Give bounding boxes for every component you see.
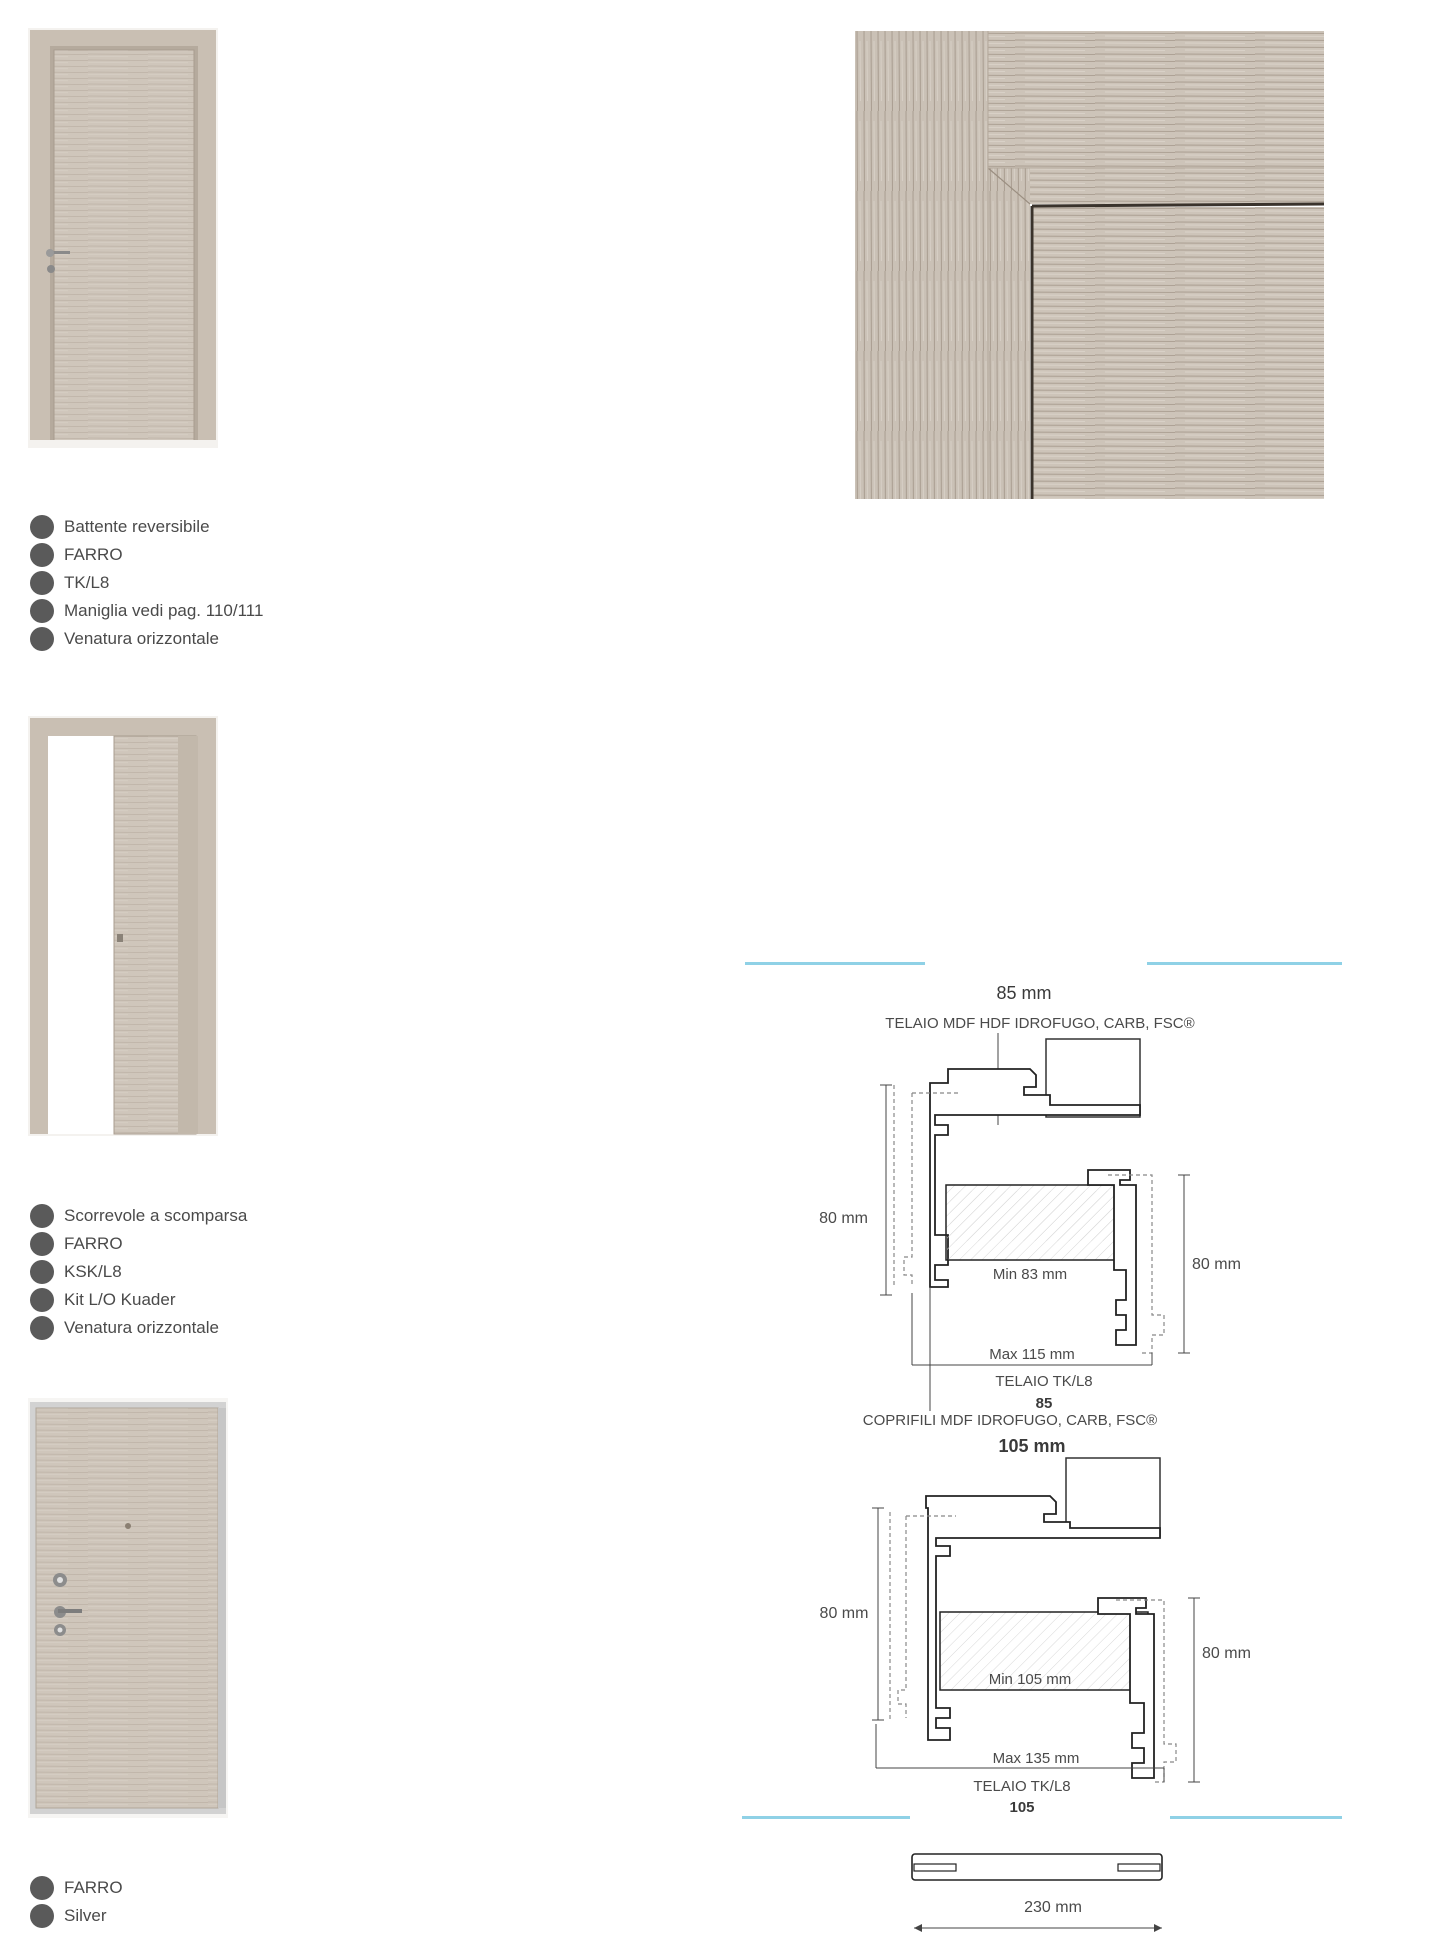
spec-item: Battente reversibile	[30, 513, 263, 541]
sliding-door-photo	[28, 716, 218, 1136]
spec-item: TK/L8	[30, 569, 263, 597]
spec-item: Venatura orizzontale	[30, 1314, 247, 1342]
spec-item: FARRO	[30, 541, 263, 569]
hinged-door-photo	[28, 28, 218, 448]
frame-105-min-label: Min 105 mm	[988, 1671, 1072, 1688]
frame-85-max-label: Max 115 mm	[989, 1346, 1075, 1363]
bullet-icon	[30, 1232, 54, 1256]
bullet-icon	[30, 571, 54, 595]
bullet-icon	[30, 515, 54, 539]
spec-item: FARRO	[30, 1874, 123, 1902]
frame-85-right-dimension: 80 mm	[1192, 1256, 1241, 1273]
spec-item: KSK/L8	[30, 1258, 247, 1286]
bullet-icon	[30, 627, 54, 651]
divider-rule	[1147, 962, 1342, 965]
spec-item: Scorrevole a scomparsa	[30, 1202, 247, 1230]
hinged-door-specs	[30, 513, 263, 653]
bullet-icon	[30, 1204, 54, 1228]
spec-item: Kit L/O Kuader	[30, 1286, 247, 1314]
frame-105-width-title: 105 mm	[998, 1436, 1066, 1456]
spec-item: Silver	[30, 1902, 123, 1930]
frame-85-drawing	[780, 975, 1300, 1425]
spec-item: FARRO	[30, 1230, 247, 1258]
divider-rule	[745, 962, 925, 965]
frame-105-right-dimension: 80 mm	[1202, 1645, 1251, 1662]
frame-105-drawing	[760, 1428, 1300, 1828]
frame-85-width-title: 85 mm	[996, 983, 1052, 1003]
frame-85-material-label: TELAIO MDF HDF IDROFUGO, CARB, FSC®	[885, 1015, 1195, 1032]
trim-width-label: 230 mm	[1024, 1899, 1082, 1916]
security-door-photo	[28, 1398, 228, 1818]
sliding-door-specs	[30, 1202, 247, 1342]
spec-item: Venatura orizzontale	[30, 625, 263, 653]
trim-profile-drawing	[900, 1840, 1200, 1950]
trim-material-label: COPRIFILI MDF IDROFUGO, CARB, FSC®	[862, 1412, 1158, 1429]
frame-85-number: 85	[1035, 1395, 1053, 1412]
frame-105-number: 105	[1009, 1799, 1035, 1816]
frame-105-max-label: Max 135 mm	[992, 1750, 1080, 1767]
frame-85-left-dimension: 80 mm	[819, 1210, 868, 1227]
bullet-icon	[30, 543, 54, 567]
bullet-icon	[30, 1260, 54, 1284]
spec-item: Maniglia vedi pag. 110/111	[30, 597, 263, 625]
wood-grain-detail-photo	[855, 31, 1324, 499]
frame-85-min-label: Min 83 mm	[992, 1266, 1068, 1283]
bullet-icon	[30, 1876, 54, 1900]
bullet-icon	[30, 599, 54, 623]
frame-105-left-dimension: 80 mm	[819, 1605, 869, 1622]
security-door-specs	[30, 1874, 123, 1930]
divider-rule	[1170, 1816, 1342, 1819]
divider-rule	[742, 1816, 910, 1819]
frame-85-name: TELAIO TK/L8	[995, 1373, 1093, 1390]
bullet-icon	[30, 1316, 54, 1340]
frame-105-name: TELAIO TK/L8	[973, 1778, 1071, 1795]
bullet-icon	[30, 1288, 54, 1312]
bullet-icon	[30, 1904, 54, 1928]
